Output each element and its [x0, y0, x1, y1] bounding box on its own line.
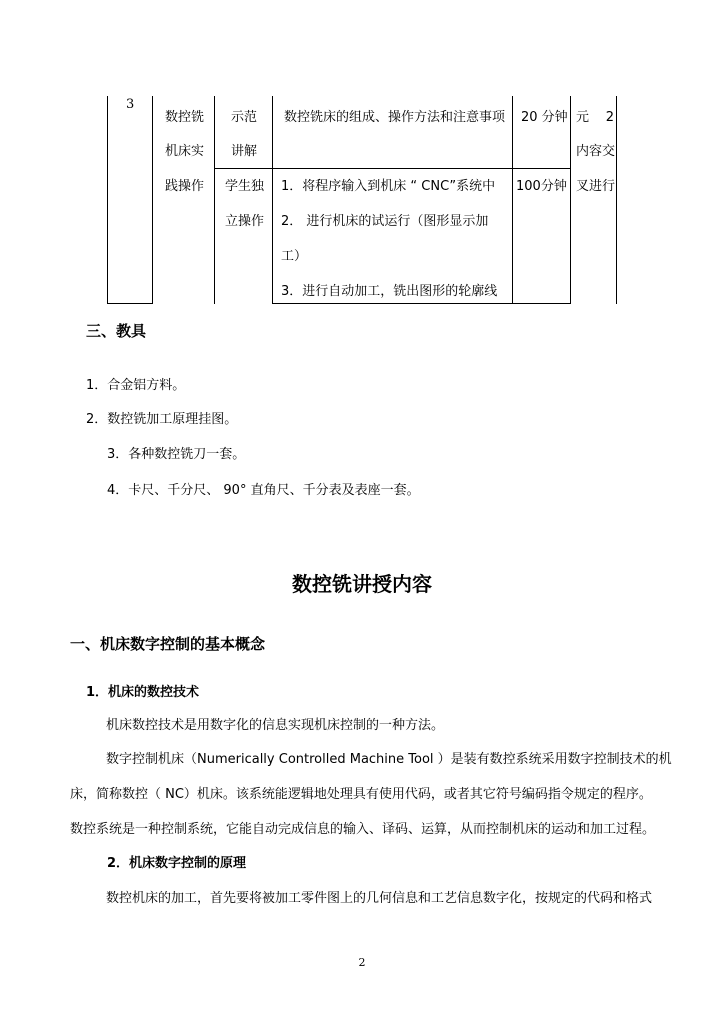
table-cell: 100分钟	[516, 179, 567, 194]
table-cell: 立操作	[225, 214, 265, 229]
paragraph-line: 数控机床的加工，首先要将被加工零件图上的几何信息和工艺信息数字化，按规定的代码和格式	[106, 891, 653, 906]
table-cell: 践操作	[165, 179, 205, 194]
paragraph-line: 数字控制机床（Numerically Controlled Machine Tool ）是装有数控系统采用数字控制技术的机	[106, 752, 672, 767]
table-cell: 数控铣床的组成、操作方法和注意事项	[284, 110, 506, 125]
page-title: 数控铣讲授内容	[292, 572, 432, 596]
paragraph-line: 床，简称数控（ NC）机床。该系统能逻辑地处理具有使用代码，或者其它符号编码指令规定的程序。	[70, 787, 652, 802]
list-item: 3．各种数控铣刀一套。	[107, 447, 246, 462]
table-cell: 3．进行自动加工，铣出图形的轮廓线	[281, 284, 498, 299]
table-cell: 示范	[231, 110, 258, 125]
table-border-right	[616, 96, 617, 304]
section-heading: 一、机床数字控制的基本概念	[70, 635, 266, 653]
page-number: 2	[358, 956, 366, 969]
paragraph-line: 数控系统是一种控制系统，它能自动完成信息的输入、译码、运算，从而控制机床的运动和加工过程。	[70, 822, 656, 837]
paragraph: 机床数控技术是用数字化的信息实现机床控制的一种方法。	[106, 718, 445, 733]
table-cell: 元 2	[576, 110, 614, 125]
table-row-separator	[512, 168, 571, 169]
table-divider	[272, 96, 273, 304]
table-cell: 工）	[281, 249, 308, 264]
table-row-separator	[272, 168, 513, 169]
table-divider	[152, 96, 153, 304]
subsection-heading: 2．机床数字控制的原理	[107, 856, 247, 871]
table-border-bottom	[272, 303, 513, 304]
list-item: 2．数控铣加工原理挂图。	[86, 412, 238, 427]
table-divider	[512, 96, 513, 304]
table-cell: 叉进行	[576, 179, 616, 194]
table-cell: 20 分钟	[521, 110, 568, 125]
table-border-bottom	[107, 303, 153, 304]
table-cell: 数控铣	[165, 110, 205, 125]
table-cell: 机床实	[165, 144, 205, 159]
table-border-bottom	[512, 303, 571, 304]
table-border-left	[107, 96, 108, 304]
table-divider	[570, 96, 571, 304]
list-item: 1．合金铝方料。	[86, 378, 186, 393]
table-row-separator	[214, 168, 273, 169]
subsection-heading: 1．机床的数控技术	[86, 685, 200, 700]
list-item: 4．卡尺、千分尺、 90° 直角尺、千分表及表座一套。	[107, 483, 420, 498]
table-cell: 学生独	[225, 179, 265, 194]
table-cell: 内容交	[576, 144, 616, 159]
table-cell: 2． 进行机床的试运行（图形显示加	[281, 214, 489, 229]
row-number: 3	[126, 97, 135, 112]
table-cell: 1．将程序输入到机床 “ CNC”系统中	[281, 179, 496, 194]
section-heading-teaching-aids: 三、教具	[86, 322, 147, 340]
table-cell: 讲解	[231, 144, 258, 159]
table-divider	[214, 96, 215, 304]
